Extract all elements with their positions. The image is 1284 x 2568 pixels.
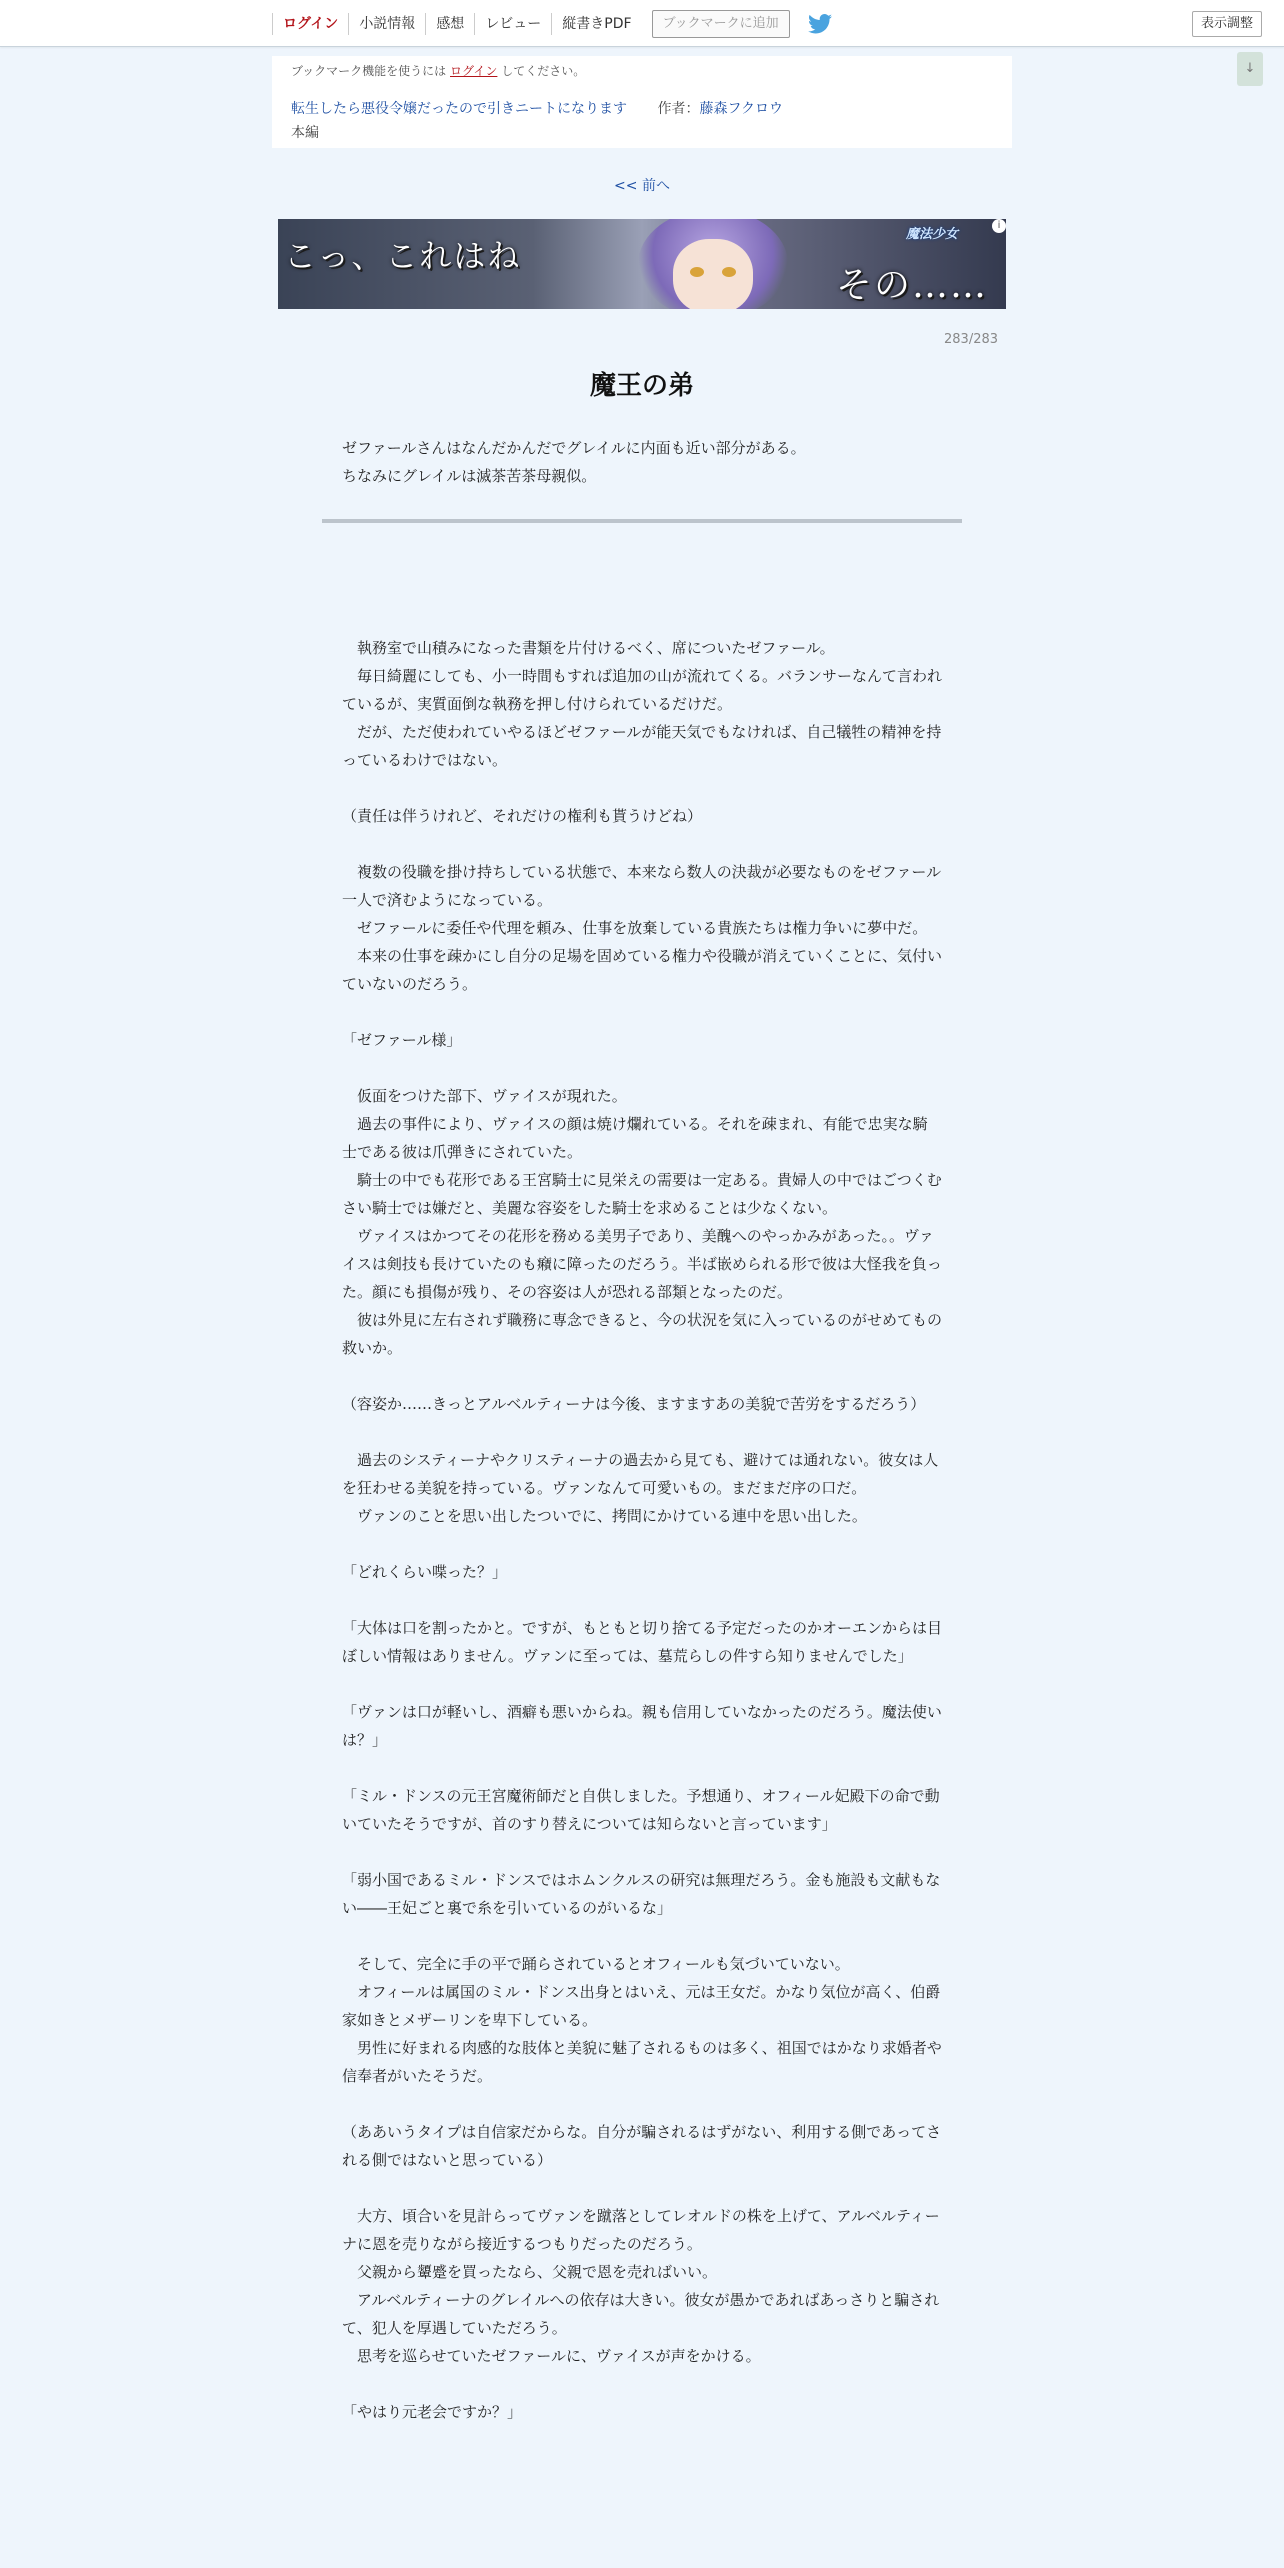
preface-text [342,434,942,490]
novel-title-link[interactable]: 転生したら悪役令嬢だったので引きニートになります [291,101,627,117]
body-line: 彼は外見に左右されず職務に専念できると、今の状況を気に入っているのがせめてもの救いか。 [342,1311,943,1357]
body-line: 「どれくらい喋った？」 [342,1563,508,1581]
body-line: だが、ただ使われていやるほどゼファールが能天気でもなければ、自己犠牲の精神を持っているわけではない。 [342,723,942,769]
nav-menu [272,0,832,47]
body-line: 仮面をつけた部下、ヴァイスが現れた。 [342,1087,627,1105]
body-line: 男性に好まれる肉感的な肢体と美貌に魅了されるものは多く、祖国ではかなり求婚者や信奉者がいたそうだ。 [342,2039,942,2085]
preface-divider [322,519,962,523]
body-line: 複数の役職を掛け持ちしている状態で、本来なら数人の決裁が必要なものをゼファール一人で済むようになっている。 [342,863,942,909]
blank-line [342,1586,942,1614]
display-settings-button[interactable]: 表示調整 [1192,11,1262,37]
top-nav-bar [0,0,1284,47]
blank-line [342,998,942,1026]
nav-novel-info-link[interactable]: 小説情報 [348,13,425,35]
body-line: 「弱小国であるミル・ドンスではホムンクルスの研究は無理だろう。金も施設も文献もない――王妃ごと裏で糸を引いているのがいるな」 [342,1871,941,1917]
body-line: 「ゼファール様」 [342,1031,462,1049]
body-line: 本来の仕事を疎かにし自分の足場を固めている権力や役職が消えていくことに、気付いていないのだろう。 [342,947,943,993]
ad-logo: 魔法少女 [906,227,959,242]
blank-line [342,1754,942,1782]
body-line: 思考を巡らせていたゼファールに、ヴァイスが声をかける。 [342,2347,761,2365]
blank-line [342,2174,942,2202]
bookmark-note-suffix: してください。 [501,64,586,78]
bookmark-note-prefix: ブックマーク機能を使うには [291,64,447,78]
ad-info-icon[interactable]: i [992,219,1006,233]
ad-right-text: その…… [836,265,989,306]
add-bookmark-button[interactable]: ブックマークに追加 [652,10,790,38]
episode-counter: 283/283 [944,332,999,347]
bookmark-login-note [291,62,585,79]
body-line: 執務室で山積みになった書類を片付けるべく、席についたゼファール。 [342,639,835,657]
ad-left-text: こっ、これはね [284,237,522,275]
preface-line: ゼファールさんはなんだかんだでグレイルに内面も近い部分がある。 [342,439,806,457]
body-line: ヴァンのことを思い出したついでに、拷問にかけている連中を思い出した。 [342,1507,867,1525]
ad-character-face [673,239,753,309]
nav-login-link[interactable]: ログイン [272,13,348,35]
chapter-group-label: 本編 [291,125,319,141]
body-line: （ああいうタイプは自信家だからな。自分が騙されるはずがない、利用する側であってされる側ではないと思っている） [342,2123,942,2169]
blank-line [342,1054,942,1082]
blank-line [342,774,942,802]
nav-review-link[interactable]: レビュー [474,13,551,35]
blank-line [342,1670,942,1698]
twitter-icon[interactable] [808,14,832,34]
nav-vertical-pdf-link[interactable]: 縦書きPDF [551,13,641,35]
blank-line [342,1922,942,1950]
body-line: 騎士の中でも花形である王宮騎士に見栄えの需要は一定ある。貴婦人の中ではごつくむさい騎士では嫌だと、美麗な容姿をした騎士を求めることは少なくない。 [342,1171,942,1217]
blank-line [342,830,942,858]
novel-info-box [272,56,1012,148]
blank-line [342,2370,942,2398]
chapter-body [342,634,942,2426]
author-link[interactable]: 藤森フクロウ [699,101,784,117]
ad-character-eye-left [690,267,704,277]
novel-title-line [291,98,783,118]
blank-line [342,2090,942,2118]
body-line: そして、完全に手の平で踊らされているとオフィールも気づいていない。 [342,1955,850,1973]
body-line: アルベルティーナのグレイルへの依存は大きい。彼女が愚かであればあっさりと騙されて、犯人を厚遇していただろう。 [342,2291,940,2337]
body-line: 「ヴァンは口が軽いし、酒癖も悪いからね。親も信用していなかったのだろう。魔法使いは？」 [342,1703,942,1749]
preface-line: ちなみにグレイルは滅茶苦茶母親似。 [342,467,597,485]
blank-line [342,1530,942,1558]
body-line: 「ミル・ドンスの元王宮魔術師だと自供しました。予想通り、オフィール妃殿下の命で動いていたそうですが、首のすり替えについては知らないと言っています」 [342,1787,940,1833]
body-line: 毎日綺麗にしても、小一時間もすれば追加の山が流れてくる。バランサーなんて言われているが、実質面倒な執務を押し付けられているだけだ。 [342,667,943,713]
body-line: ヴァイスはかつてその花形を務める美男子であり、美醜へのやっかみがあった。。ヴァイスは剣技も長けていたのも癪に障ったのだろう。半ば嵌められる形で彼は大怪我を負った。顔にも損傷が残り、その容姿は人が恐れる部類となったのだ。 [342,1227,942,1301]
body-line: 父親から顰蹙を買ったなら、父親で恩を売ればいい。 [342,2263,718,2281]
author-label: 作者： [657,101,700,117]
body-line: 「やはり元老会ですか？」 [342,2403,523,2421]
prev-chapter-link[interactable]: << 前へ [614,178,670,194]
ad-banner[interactable] [278,219,1006,309]
body-line: 「大体は口を割ったかと。ですが、もともと切り捨てる予定だったのかオーエンからは目ぼしい情報はありません。ヴァンに至っては、墓荒らしの件すら知りませんでした」 [342,1619,943,1665]
body-line: 過去の事件により、ヴァイスの顔は焼け爛れている。それを疎まれ、有能で忠実な騎士である彼は爪弾きにされていた。 [342,1115,928,1161]
body-line: オフィールは属国のミル・ドンス出身とはいえ、元は王女だ。かなり気位が高く、伯爵家如きとメザーリンを卑下している。 [342,1983,941,2029]
nav-impressions-link[interactable]: 感想 [425,13,474,35]
blank-line [342,1362,942,1390]
body-line: （容姿か……きっとアルベルティーナは今後、ますますあの美貌で苦労をするだろう） [342,1395,926,1413]
blank-line [342,1418,942,1446]
body-line: 大方、頃合いを見計らってヴァンを蹴落としてレオルドの株を上げて、アルベルティーナに恩を売りながら接近するつもりだったのだろう。 [342,2207,940,2253]
blank-line [342,1838,942,1866]
bookmark-login-link[interactable]: ログイン [450,64,498,78]
body-line: ゼファールに委任や代理を頼み、仕事を放棄している貴族たちは権力争いに夢中だ。 [342,919,928,937]
chapter-title: 魔王の弟 [589,371,694,401]
ad-character-eye-right [722,267,736,277]
scroll-down-button[interactable]: ↓ [1237,52,1263,86]
body-line: （責任は伴うけれど、それだけの権利も貰うけどね） [342,807,703,825]
body-line: 過去のシスティーナやクリスティーナの過去から見ても、避けては通れない。彼女は人を狂わせる美貌を持っている。ヴァンなんて可愛いもの。まだまだ序の口だ。 [342,1451,939,1497]
